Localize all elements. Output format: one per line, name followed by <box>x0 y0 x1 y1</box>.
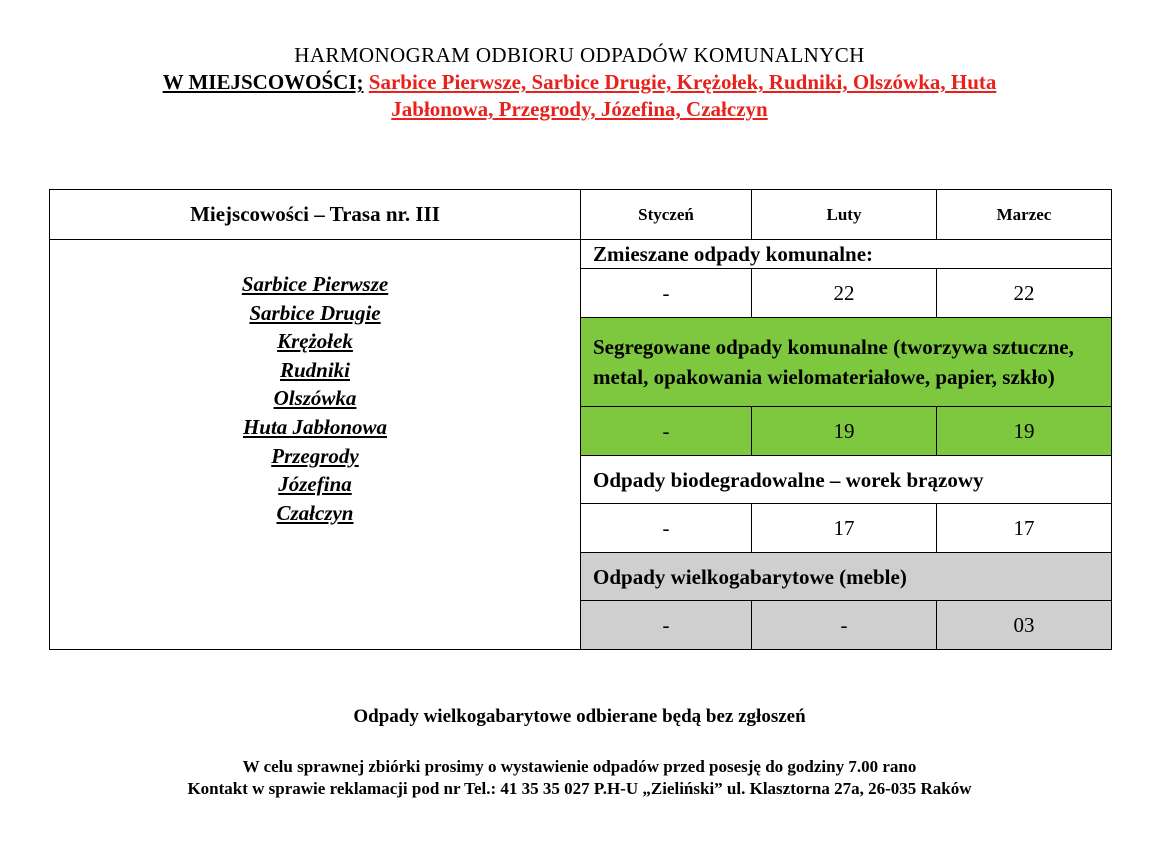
value-bio-jan: - <box>581 504 752 553</box>
location-item: Czałczyn <box>276 500 354 525</box>
locations-list <box>50 270 580 527</box>
value-mixed-feb: 22 <box>752 269 937 318</box>
value-mixed-mar: 22 <box>937 269 1112 318</box>
value-bulky-feb: - <box>752 601 937 650</box>
location-item: Sarbice Drugie <box>249 300 381 325</box>
category-label-mixed: Zmieszane odpady komunalne: <box>581 240 1112 269</box>
contact-info: Kontakt w sprawie reklamacji pod nr Tel.: 41 35 35 027 P.H-U „Zieliński” ul. Klasztorna 27a, 26-035 Raków <box>187 779 972 798</box>
value-mixed-jan: - <box>581 269 752 318</box>
value-bio-mar: 17 <box>937 504 1112 553</box>
schedule-table <box>49 189 1112 650</box>
value-bulky-mar: 03 <box>937 601 1112 650</box>
value-segregated-jan: - <box>581 407 752 456</box>
header-month-jan: Styczeń <box>581 190 752 240</box>
title-localities-lead: W MIEJSCOWOŚCI; <box>162 70 364 94</box>
category-label-bio: Odpady biodegradowalne – worek brązowy <box>581 456 1112 504</box>
category-label-bulky: Odpady wielkogabarytowe (meble) <box>581 553 1112 601</box>
title-localities-line <box>0 68 1159 96</box>
header-locations: Miejscowości – Trasa nr. III <box>50 190 581 240</box>
value-bulky-jan: - <box>581 601 752 650</box>
location-item: Huta Jabłonowa <box>242 414 388 439</box>
header-month-feb: Luty <box>752 190 937 240</box>
value-segregated-mar: 19 <box>937 407 1112 456</box>
category-label-segregated: Segregowane odpady komunalne (tworzywa sztuczne, metal, opakowania wielomateriałowe, papier, szkło) <box>581 318 1112 407</box>
header-month-mar: Marzec <box>937 190 1112 240</box>
bulky-waste-note: Odpady wielkogabarytowe odbierane będą bez zgłoszeń <box>353 706 806 727</box>
title-localities-list-cont: Jabłonowa, Przegrody, Józefina, Czałczyn <box>391 97 768 121</box>
category-row-mixed <box>50 240 1112 269</box>
location-item: Józefina <box>278 472 352 497</box>
collection-instruction: W celu sprawnej zbiórki prosimy o wystawienie odpadów przed posesję do godziny 7.00 rano <box>242 757 917 776</box>
title-heading: HARMONOGRAM ODBIORU ODPADÓW KOMUNALNYCH <box>294 43 865 67</box>
document-title <box>0 42 1159 122</box>
location-item: Krężołek <box>277 329 353 354</box>
value-segregated-feb: 19 <box>752 407 937 456</box>
value-bio-feb: 17 <box>752 504 937 553</box>
location-item: Przegrody <box>271 443 359 468</box>
location-item: Olszówka <box>273 386 357 411</box>
title-localities-list: Sarbice Pierwsze, Sarbice Drugie, Krężołek, Rudniki, Olszówka, Huta <box>368 70 997 94</box>
locations-cell <box>50 240 581 650</box>
location-item: Rudniki <box>279 357 351 382</box>
header-row <box>50 190 1112 240</box>
location-item: Sarbice Pierwsze <box>241 272 389 296</box>
